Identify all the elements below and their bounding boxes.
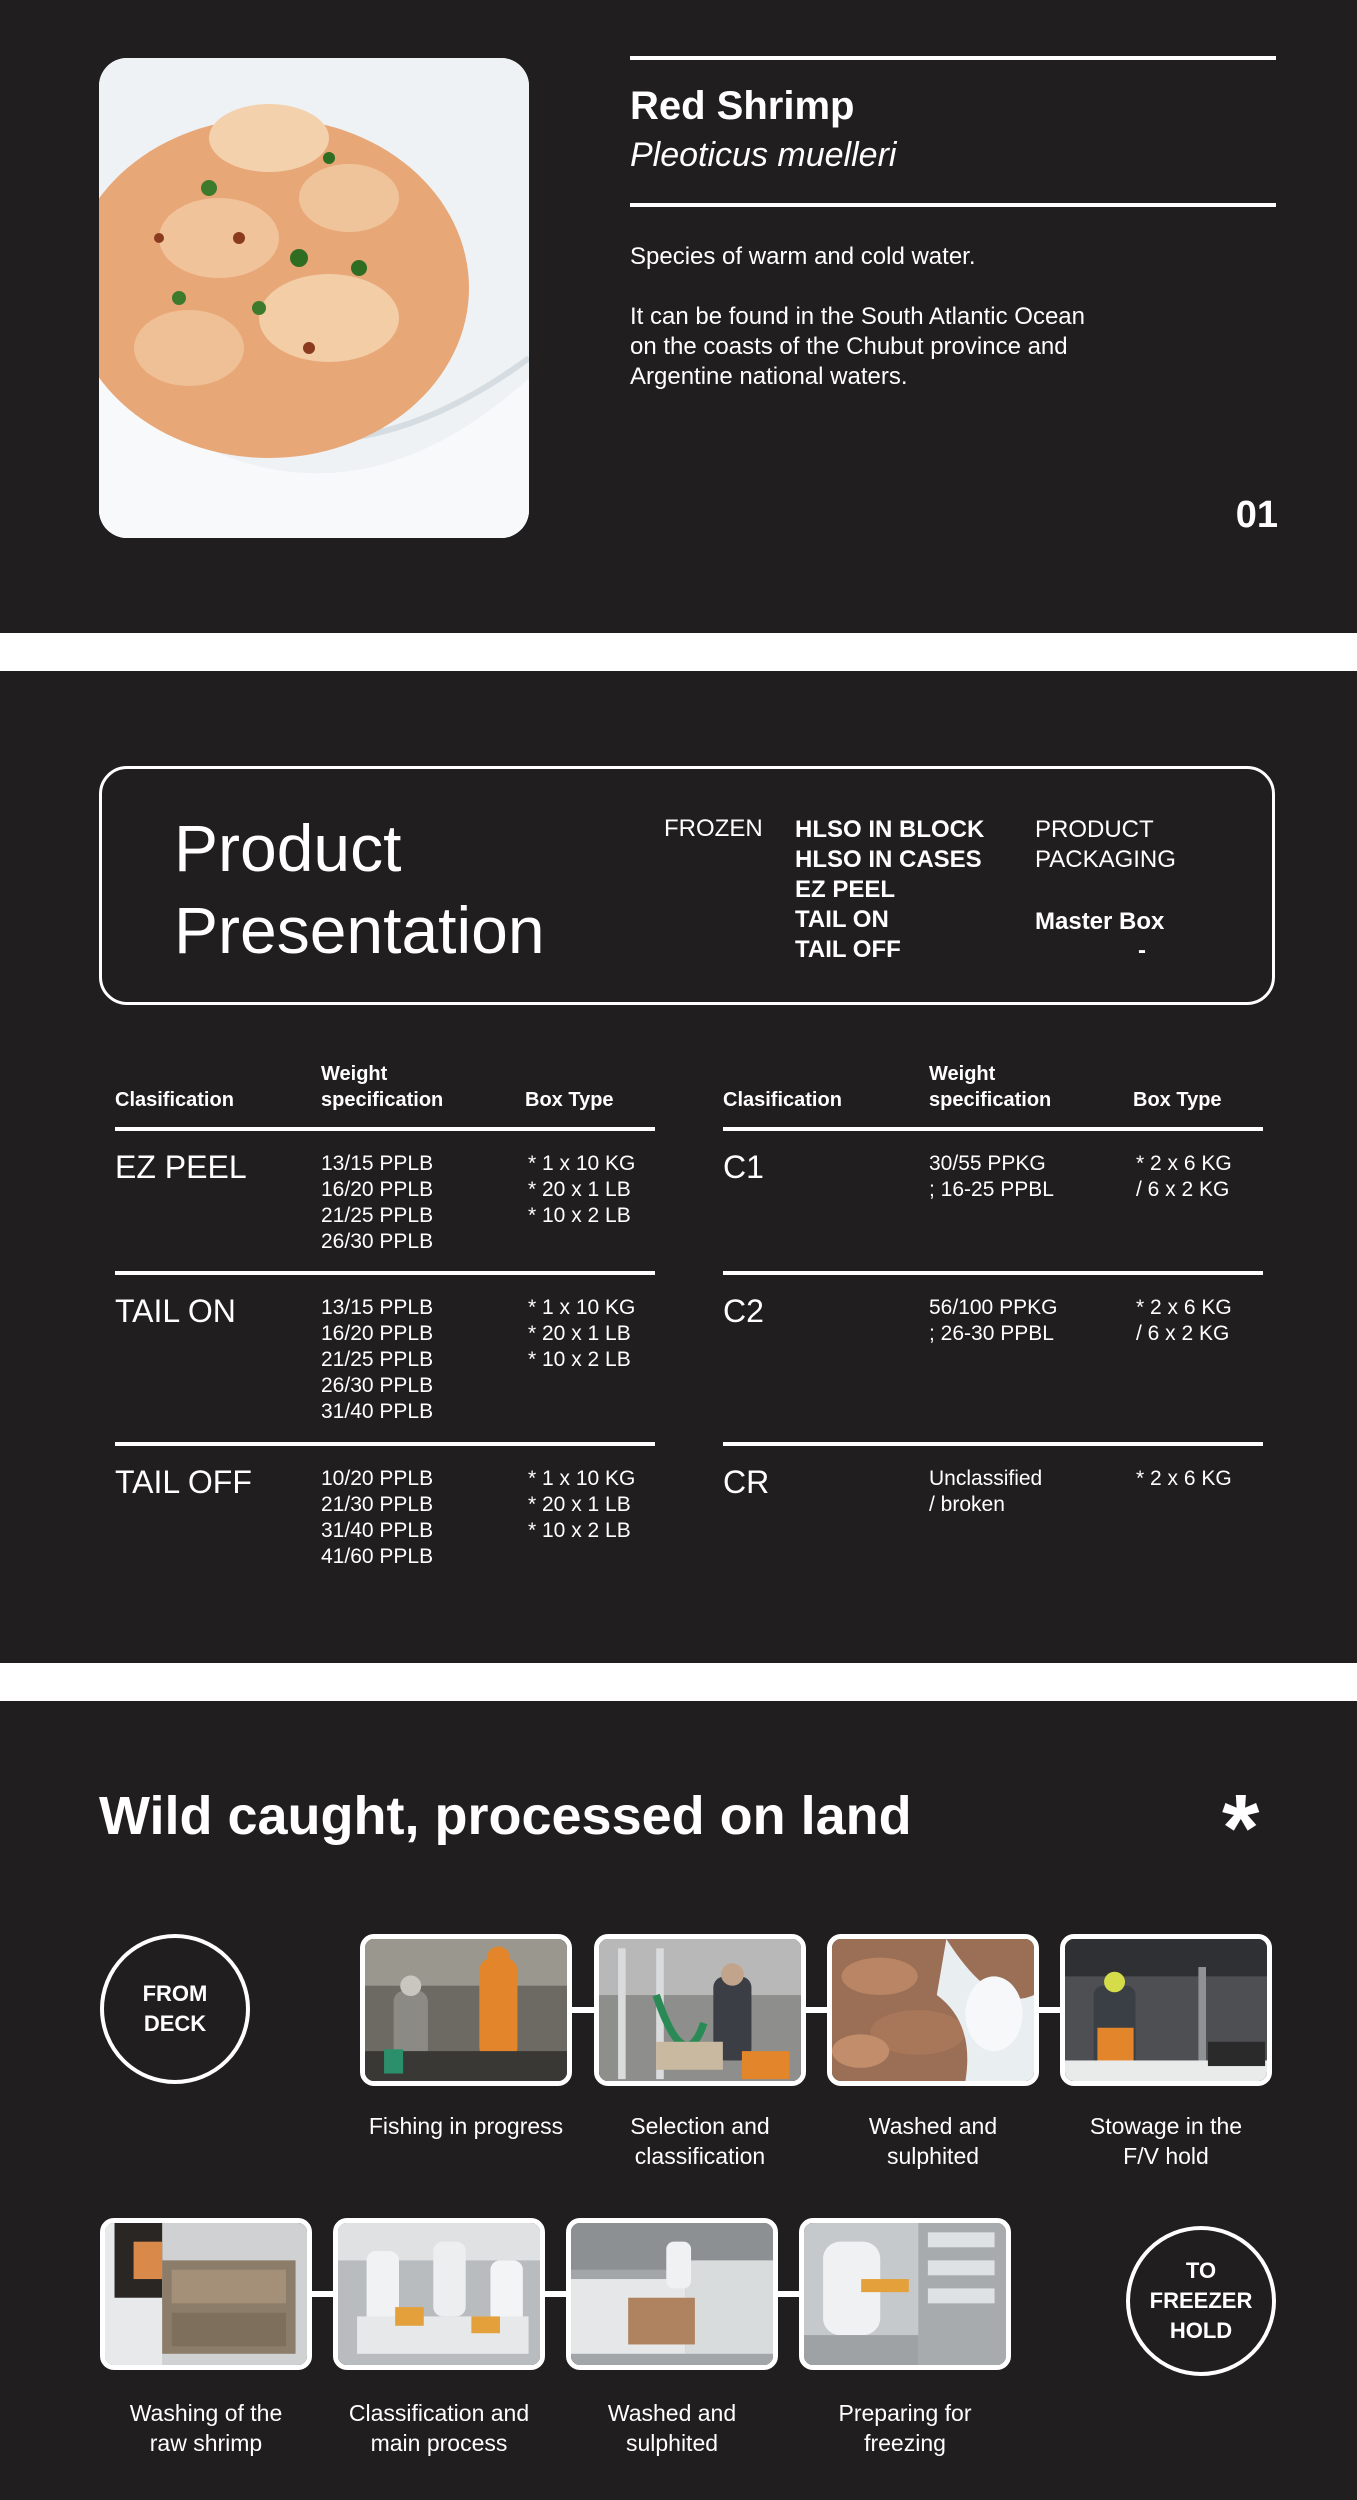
product-form-item: EZ PEEL	[795, 876, 896, 903]
product-presentation-panel	[0, 671, 1357, 1663]
header-box-type: Box Type	[525, 1089, 614, 1111]
washed-illustration	[832, 1939, 1034, 2081]
table-rule	[723, 1442, 1263, 1446]
packaging-label-line-2: PACKAGING	[1035, 846, 1176, 873]
clasification-ez-peel: EZ PEEL	[115, 1149, 247, 1185]
fishing-illustration	[365, 1939, 567, 2081]
caption-washed: Washed and sulphited	[868, 2113, 998, 2169]
caption-classification: Classification and main process	[348, 2400, 530, 2456]
page-number: 01	[1235, 494, 1278, 536]
table-rule	[115, 1271, 655, 1275]
clasification-tail-off: TAIL OFF	[115, 1464, 252, 1500]
presentation-box	[99, 766, 1275, 1005]
table-rule	[723, 1127, 1263, 1131]
shrimp-dish-photo	[99, 58, 529, 538]
product-forms-list	[795, 815, 984, 965]
weights-c1: 30/55 PPKG ; 16-25 PPBL	[929, 1152, 1054, 1201]
header-weight: Weight specification	[929, 1063, 1052, 1111]
header-weight: Weight specification	[321, 1063, 444, 1111]
classification-photo	[333, 2218, 545, 2370]
washing-photo	[100, 2218, 312, 2370]
weights-c2: 56/100 PPKG ; 26-30 PPBL	[929, 1296, 1058, 1345]
table-rule	[723, 1271, 1263, 1275]
box-c2: * 2 x 6 KG / 6 x 2 KG	[1136, 1296, 1232, 1345]
box-cr: * 2 x 6 KG	[1136, 1467, 1232, 1490]
caption-washed-crates: Washed and sulphited	[607, 2400, 737, 2456]
weights-cr: Unclassified / broken	[929, 1467, 1043, 1516]
product-form-item: TAIL OFF	[795, 936, 901, 963]
asterisk-icon: *	[1222, 1775, 1260, 1882]
selection-photo	[594, 1934, 806, 2086]
species-name: Red Shrimp	[630, 84, 855, 128]
box-ez-peel: * 1 x 10 KG * 20 x 1 LB * 10 x 2 LB	[528, 1152, 636, 1227]
weights-tail-off: 10/20 PPLB 21/30 PPLB 31/40 PPLB 41/60 PPLB	[321, 1467, 434, 1568]
weights-ez-peel: 13/15 PPLB 16/20 PPLB 21/25 PPLB 26/30 PPLB	[321, 1152, 434, 1253]
washed-crates-illustration	[571, 2223, 773, 2365]
species-latin-name: Pleoticus muelleri	[630, 136, 897, 174]
washed-photo	[827, 1934, 1039, 2086]
stowage-photo	[1060, 1934, 1272, 2086]
clasification-cr: CR	[723, 1464, 770, 1500]
freezing-prep-illustration	[804, 2223, 1006, 2365]
from-deck-circle: FROM DECK	[100, 1934, 250, 2084]
master-box-value: -	[1138, 937, 1146, 964]
selection-illustration	[599, 1939, 801, 2081]
product-form-item: HLSO IN BLOCK	[795, 816, 985, 843]
species-description-2: It can be found in the South Atlantic Ocean on the coasts of the Chubut province and Argentine national waters.	[630, 303, 1085, 390]
process-panel	[0, 1701, 1357, 2500]
caption-selection: Selection and classification	[630, 2113, 770, 2169]
species-panel	[0, 0, 1357, 633]
box-tail-off: * 1 x 10 KG * 20 x 1 LB * 10 x 2 LB	[528, 1467, 636, 1542]
caption-freezing-prep: Preparing for freezing	[838, 2400, 972, 2456]
fishing-photo	[360, 1934, 572, 2086]
to-freezer-hold-circle: TO FREEZER HOLD	[1126, 2226, 1276, 2376]
table-rule	[115, 1127, 655, 1131]
header-clasification: Clasification	[115, 1089, 234, 1111]
classification-illustration	[338, 2223, 540, 2365]
freezing-prep-photo	[799, 2218, 1011, 2370]
process-title: Wild caught, processed on land	[99, 1786, 912, 1846]
presentation-title-line-2: Presentation	[174, 893, 545, 967]
washing-illustration	[105, 2223, 307, 2365]
frozen-label: FROZEN	[664, 815, 763, 842]
caption-stowage: Stowage in the F/V hold	[1089, 2113, 1243, 2169]
stowage-illustration	[1065, 1939, 1267, 2081]
presentation-title	[174, 807, 545, 971]
shrimp-dish-illustration	[99, 58, 529, 538]
clasification-tail-on: TAIL ON	[115, 1293, 236, 1329]
product-form-item: HLSO IN CASES	[795, 846, 982, 873]
washed-crates-photo	[566, 2218, 778, 2370]
product-form-item: TAIL ON	[795, 906, 889, 933]
box-tail-on: * 1 x 10 KG * 20 x 1 LB * 10 x 2 LB	[528, 1296, 636, 1371]
master-box-label: Master Box	[1035, 908, 1165, 935]
species-description-1: Species of warm and cold water.	[630, 243, 976, 270]
header-box-type: Box Type	[1133, 1089, 1222, 1111]
top-rule	[630, 56, 1276, 60]
box-c1: * 2 x 6 KG / 6 x 2 KG	[1136, 1152, 1232, 1201]
caption-fishing: Fishing in progress	[368, 2113, 564, 2139]
packaging-label-line-1: PRODUCT	[1035, 816, 1154, 843]
presentation-title-line-1: Product	[174, 811, 402, 885]
caption-washing: Washing of the raw shrimp	[129, 2400, 283, 2456]
clasification-c2: C2	[723, 1293, 764, 1329]
table-rule	[115, 1442, 655, 1446]
clasification-c1: C1	[723, 1149, 764, 1185]
title-rule	[630, 203, 1276, 207]
weights-tail-on: 13/15 PPLB 16/20 PPLB 21/25 PPLB 26/30 PPLB 31/40 PPLB	[321, 1296, 434, 1423]
packaging-label	[1035, 815, 1176, 875]
header-clasification: Clasification	[723, 1089, 842, 1111]
